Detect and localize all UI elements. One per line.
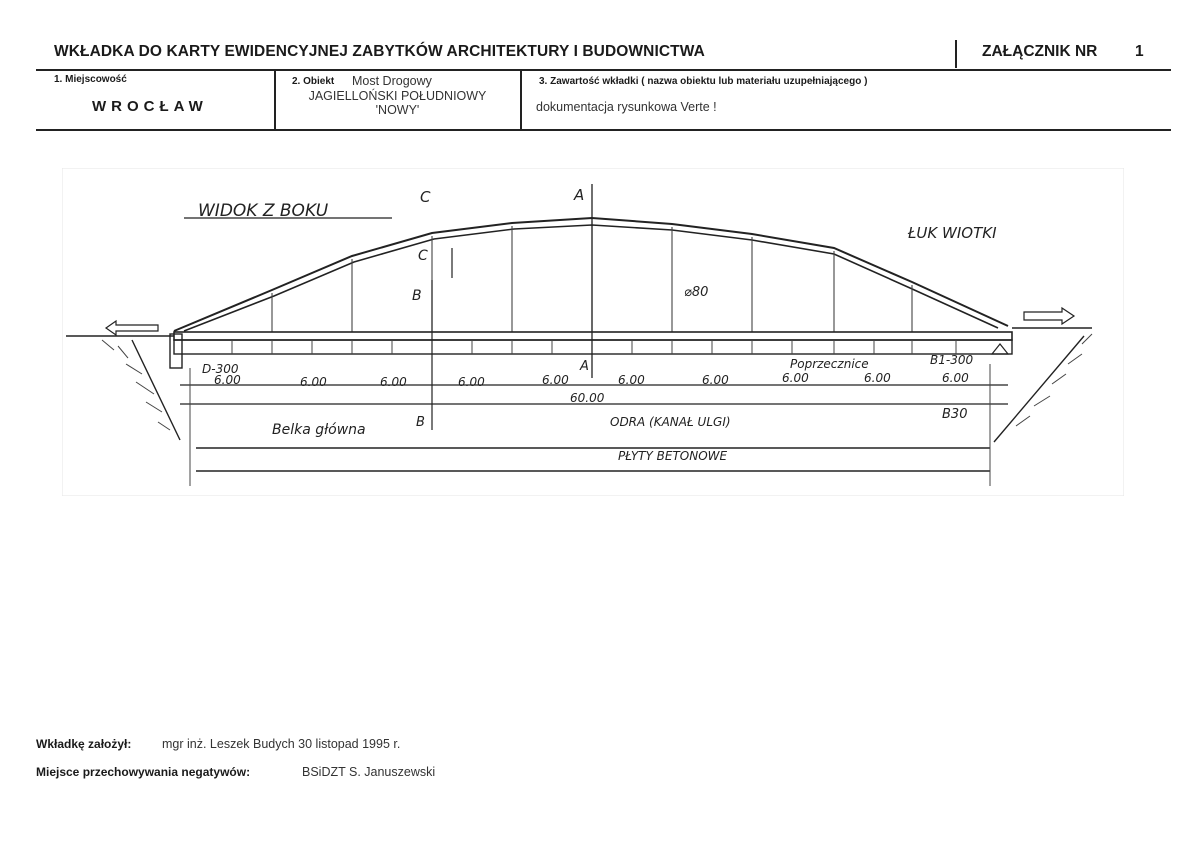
place-label: 1. Miejscowość: [54, 74, 127, 85]
section-label-a-top: A: [574, 186, 585, 204]
content-value: dokumentacja rysunkowa Verte !: [536, 100, 717, 114]
object-line-2: JAGIELLOŃSKI POŁUDNIOWY: [308, 89, 487, 103]
founder-label: Wkładkę założył:: [36, 737, 132, 751]
view-title: WIDOK Z BOKU: [198, 201, 329, 221]
left-bearing-label: D-300: [202, 362, 239, 376]
span-5: 6.00: [542, 373, 569, 387]
object-line-3: 'NOWY': [375, 103, 420, 117]
section-label-a-bottom: A: [580, 359, 589, 374]
span-3: 6.00: [380, 375, 407, 389]
storage-label: Miejsce przechowywania negatywów:: [36, 765, 251, 779]
diameter-label: ⌀80: [684, 285, 709, 300]
annex-label: ZAŁĄCZNIK NR: [982, 43, 1098, 60]
span-10: 6.00: [942, 371, 969, 385]
span-4: 6.00: [458, 375, 485, 389]
span-1: 6.00: [214, 373, 241, 387]
total-span: 60.00: [570, 391, 605, 405]
document-title: WKŁADKA DO KARTY EWIDENCYJNEJ ZABYTKÓW ARCHITEKTURY I BUDOWNICTWA: [54, 43, 705, 60]
span-8: 6.00: [782, 371, 809, 385]
place-value: WROCŁAW: [92, 98, 208, 115]
field-divider-2: [520, 70, 522, 130]
main-beam-label: Belka główna: [272, 422, 366, 438]
crossbeams-label: Poprzecznice: [790, 357, 869, 371]
founder-value: mgr inż. Leszek Budych 30 listopad 1995 r.: [162, 737, 401, 751]
right-bearing-label: B1-300: [930, 353, 974, 367]
section-label-c-top: C: [420, 188, 431, 206]
object-line-1: Most Drogowy: [352, 74, 432, 88]
arch-label: ŁUK WIOTKI: [908, 224, 997, 242]
header-divider: [955, 40, 957, 68]
bridge-side-view-drawing: [62, 168, 1124, 496]
fields-rule: [36, 129, 1171, 131]
annex-number: 1: [1135, 43, 1144, 60]
storage-value: BSiDZT S. Januszewski: [302, 765, 436, 779]
concrete-class-label: B30: [942, 407, 968, 422]
river-label: ODRA (KANAŁ ULGI): [610, 415, 731, 429]
object-label: 2. Obiekt: [292, 76, 335, 87]
content-label: 3. Zawartość wkładki ( nazwa obiektu lub materiału uzupełniającego ): [539, 76, 868, 87]
section-label-b-bottom: B: [416, 415, 425, 430]
span-6: 6.00: [618, 373, 645, 387]
span-7: 6.00: [702, 373, 729, 387]
slabs-label: PŁYTY BETONOWE: [618, 449, 728, 463]
header-rule: [36, 69, 1171, 71]
span-2: 6.00: [300, 375, 327, 389]
span-9: 6.00: [864, 371, 891, 385]
section-label-c-mid: C: [418, 248, 428, 264]
section-label-b-mid: B: [412, 288, 422, 304]
